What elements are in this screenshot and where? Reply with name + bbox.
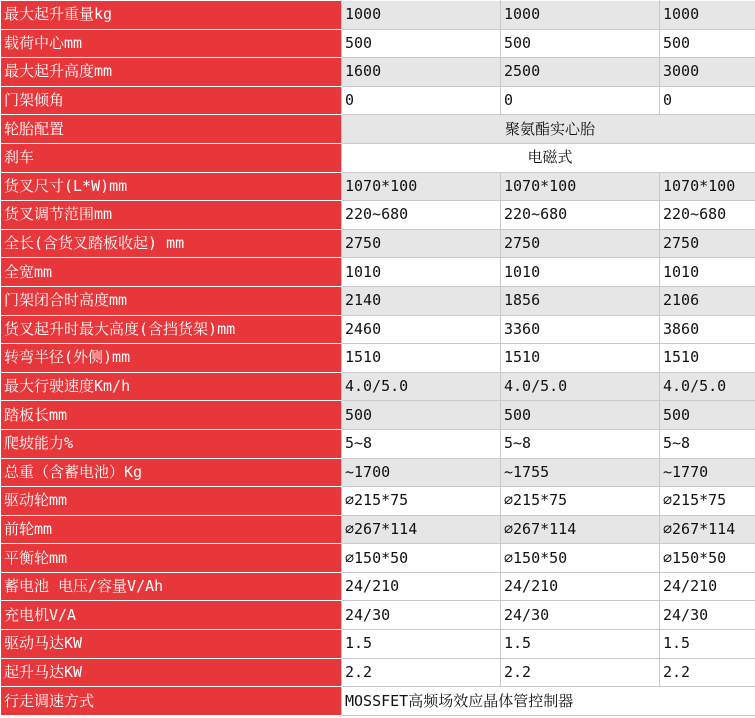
table-row xyxy=(1,572,755,601)
spec-value-merged: 聚氨酯实心胎 xyxy=(342,115,755,144)
spec-value: ⌀150*50 xyxy=(660,544,755,573)
spec-value: 0 xyxy=(660,86,755,115)
table-row xyxy=(1,601,755,630)
spec-label: 起升马达KW xyxy=(1,658,342,687)
spec-value: 1010 xyxy=(501,258,660,287)
table-row xyxy=(1,58,755,87)
spec-value: 3360 xyxy=(501,315,660,344)
spec-value: 5~8 xyxy=(660,429,755,458)
table-row xyxy=(1,687,755,716)
spec-value-merged: MOSSFET高频场效应晶体管控制器 xyxy=(342,687,755,716)
spec-value: 1.5 xyxy=(501,630,660,659)
spec-value: 24/30 xyxy=(501,601,660,630)
spec-value: 2.2 xyxy=(501,658,660,687)
spec-value: 1070*100 xyxy=(660,172,755,201)
spec-label: 最大起升重量kg xyxy=(1,1,342,30)
spec-value: 24/30 xyxy=(342,601,501,630)
spec-value: ⌀150*50 xyxy=(342,544,501,573)
spec-value: 500 xyxy=(501,401,660,430)
spec-label: 总重（含蓄电池）Kg xyxy=(1,458,342,487)
spec-label: 爬坡能力% xyxy=(1,429,342,458)
table-row xyxy=(1,372,755,401)
spec-value: ~1755 xyxy=(501,458,660,487)
spec-value: 24/210 xyxy=(501,572,660,601)
spec-label: 前轮mm xyxy=(1,515,342,544)
spec-value: 500 xyxy=(342,401,501,430)
spec-value: 1000 xyxy=(342,1,501,30)
spec-label: 踏板长mm xyxy=(1,401,342,430)
spec-value: 2.2 xyxy=(660,658,755,687)
spec-value: 1010 xyxy=(660,258,755,287)
spec-value: 24/30 xyxy=(660,601,755,630)
spec-value: 1.5 xyxy=(660,630,755,659)
spec-value: 220~680 xyxy=(342,201,501,230)
table-row xyxy=(1,258,755,287)
spec-value: 24/210 xyxy=(342,572,501,601)
table-row xyxy=(1,344,755,373)
spec-value: 3000 xyxy=(660,58,755,87)
spec-value: 1.5 xyxy=(342,630,501,659)
spec-value-merged: 电磁式 xyxy=(342,143,755,172)
spec-value: 500 xyxy=(660,29,755,58)
spec-value: 4.0/5.0 xyxy=(660,372,755,401)
spec-value: 5~8 xyxy=(501,429,660,458)
spec-value: 1856 xyxy=(501,286,660,315)
spec-value: 2106 xyxy=(660,286,755,315)
table-row xyxy=(1,658,755,687)
spec-value: 24/210 xyxy=(660,572,755,601)
spec-value: ⌀267*114 xyxy=(342,515,501,544)
spec-label: 驱动轮mm xyxy=(1,487,342,516)
spec-value: 1510 xyxy=(501,344,660,373)
spec-label: 转弯半径(外侧)mm xyxy=(1,344,342,373)
table-row xyxy=(1,172,755,201)
table-row xyxy=(1,429,755,458)
spec-value: 2750 xyxy=(660,229,755,258)
spec-value: 4.0/5.0 xyxy=(501,372,660,401)
spec-value: ⌀215*75 xyxy=(660,487,755,516)
spec-value: 2750 xyxy=(342,229,501,258)
spec-value: ⌀215*75 xyxy=(501,487,660,516)
spec-value: 2140 xyxy=(342,286,501,315)
spec-value: ~1700 xyxy=(342,458,501,487)
spec-label: 驱动马达KW xyxy=(1,630,342,659)
table-row xyxy=(1,544,755,573)
table-row xyxy=(1,401,755,430)
spec-value: 500 xyxy=(342,29,501,58)
table-row xyxy=(1,143,755,172)
spec-value: 1600 xyxy=(342,58,501,87)
table-row xyxy=(1,487,755,516)
spec-label: 门架闭合时高度mm xyxy=(1,286,342,315)
table-row xyxy=(1,515,755,544)
table-row xyxy=(1,458,755,487)
spec-label: 刹车 xyxy=(1,143,342,172)
spec-value: 1070*100 xyxy=(342,172,501,201)
spec-label: 平衡轮mm xyxy=(1,544,342,573)
spec-value: 220~680 xyxy=(660,201,755,230)
spec-label: 最大起升高度mm xyxy=(1,58,342,87)
table-row xyxy=(1,115,755,144)
spec-value: 1510 xyxy=(342,344,501,373)
spec-label: 货叉调节范围mm xyxy=(1,201,342,230)
spec-label: 行走调速方式 xyxy=(1,687,342,716)
spec-value: 1010 xyxy=(342,258,501,287)
table-row xyxy=(1,229,755,258)
spec-table-body xyxy=(1,1,755,716)
table-row xyxy=(1,315,755,344)
spec-label: 全宽mm xyxy=(1,258,342,287)
spec-label: 货叉尺寸(L*W)mm xyxy=(1,172,342,201)
spec-value: ⌀215*75 xyxy=(342,487,501,516)
spec-value: 4.0/5.0 xyxy=(342,372,501,401)
spec-label: 载荷中心mm xyxy=(1,29,342,58)
spec-value: 2750 xyxy=(501,229,660,258)
spec-label: 轮胎配置 xyxy=(1,115,342,144)
spec-value: 500 xyxy=(501,29,660,58)
spec-value: 500 xyxy=(660,401,755,430)
spec-value: 1000 xyxy=(501,1,660,30)
spec-value: ~1770 xyxy=(660,458,755,487)
spec-value: 2460 xyxy=(342,315,501,344)
spec-label: 门架倾角 xyxy=(1,86,342,115)
spec-value: ⌀267*114 xyxy=(501,515,660,544)
spec-value: 3860 xyxy=(660,315,755,344)
table-row xyxy=(1,286,755,315)
table-row xyxy=(1,29,755,58)
spec-value: 1510 xyxy=(660,344,755,373)
spec-value: 0 xyxy=(342,86,501,115)
spec-value: 0 xyxy=(501,86,660,115)
spec-value: 1070*100 xyxy=(501,172,660,201)
table-row xyxy=(1,86,755,115)
table-row xyxy=(1,1,755,30)
spec-label: 最大行驶速度Km/h xyxy=(1,372,342,401)
spec-value: 220~680 xyxy=(501,201,660,230)
spec-value: 2.2 xyxy=(342,658,501,687)
spec-label: 充电机V/A xyxy=(1,601,342,630)
spec-value: 2500 xyxy=(501,58,660,87)
spec-value: 1000 xyxy=(660,1,755,30)
spec-label: 货叉起升时最大高度(含挡货架)mm xyxy=(1,315,342,344)
spec-label: 全长(含货叉踏板收起) mm xyxy=(1,229,342,258)
spec-value: ⌀150*50 xyxy=(501,544,660,573)
table-row xyxy=(1,201,755,230)
spec-label: 蓄电池 电压/容量V/Ah xyxy=(1,572,342,601)
table-row xyxy=(1,630,755,659)
spec-value: ⌀267*114 xyxy=(660,515,755,544)
spec-value: 5~8 xyxy=(342,429,501,458)
